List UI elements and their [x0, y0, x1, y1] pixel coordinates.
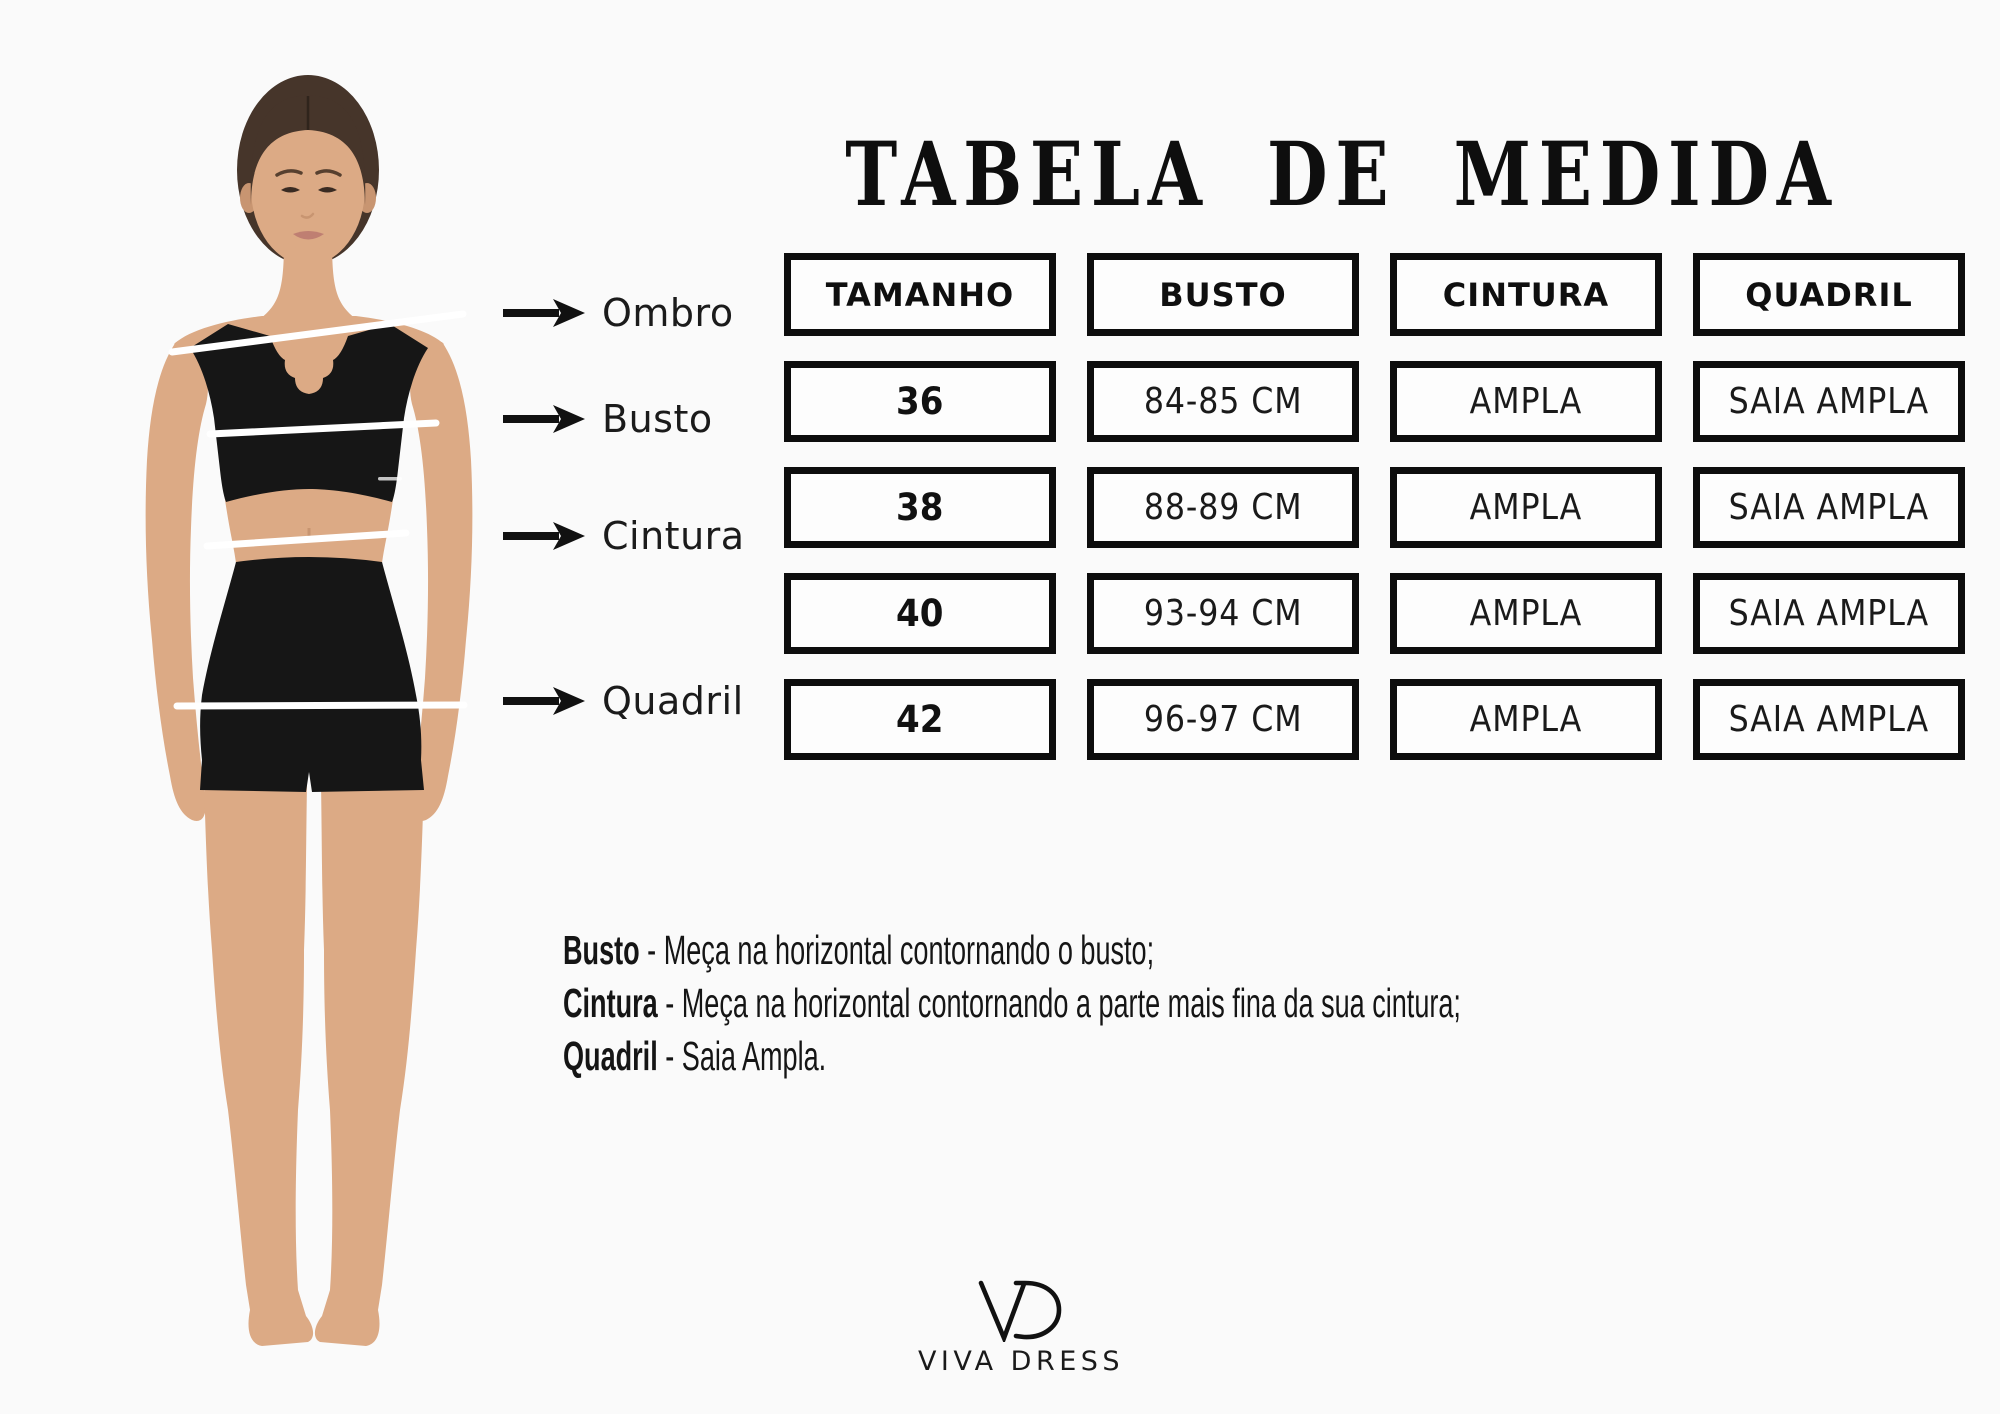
- label-cintura: Cintura: [602, 514, 745, 558]
- table-cell-waist: AMPLA: [1390, 679, 1662, 760]
- hip-line: [177, 705, 464, 706]
- brand-monogram-vd-icon: [976, 1280, 1066, 1342]
- table-cell-hip: SAIA AMPLA: [1693, 361, 1965, 442]
- annotation-cintura: [503, 514, 745, 558]
- table-cell-size: 42: [784, 679, 1056, 760]
- table-cell-waist: AMPLA: [1390, 361, 1662, 442]
- bra-brand-mark: [378, 477, 402, 481]
- column-header-busto: BUSTO: [1087, 253, 1359, 336]
- leg-left: [204, 780, 313, 1346]
- column-header-quadril: QUADRIL: [1693, 253, 1965, 336]
- note-cintura: Cintura - Meça na horizontal contornando a parte mais fina da sua cintura;: [563, 980, 1461, 1026]
- label-quadril: Quadril: [602, 679, 744, 723]
- arrow-right-icon: [503, 404, 585, 434]
- page-title: TABELA DE MEDIDA: [845, 122, 1839, 226]
- leg-right: [315, 780, 424, 1346]
- label-ombro: Ombro: [602, 291, 734, 335]
- arrow-right-icon: [503, 298, 585, 328]
- size-table: [784, 253, 1965, 760]
- arm-left: [146, 342, 208, 821]
- column-header-cintura: CINTURA: [1390, 253, 1662, 336]
- table-cell-waist: AMPLA: [1390, 467, 1662, 548]
- table-cell-hip: SAIA AMPLA: [1693, 679, 1965, 760]
- annotation-ombro: [503, 291, 734, 335]
- table-cell-hip: SAIA AMPLA: [1693, 467, 1965, 548]
- label-busto: Busto: [602, 397, 713, 441]
- measurement-notes: [563, 924, 1924, 1083]
- table-cell-bust: 96-97 CM: [1087, 679, 1359, 760]
- annotation-quadril: [503, 679, 744, 723]
- table-cell-size: 36: [784, 361, 1056, 442]
- table-cell-size: 38: [784, 467, 1056, 548]
- table-cell-waist: AMPLA: [1390, 573, 1662, 654]
- table-cell-bust: 88-89 CM: [1087, 467, 1359, 548]
- arrow-right-icon: [503, 686, 585, 716]
- note-quadril: Quadril - Saia Ampla.: [563, 1033, 827, 1079]
- table-cell-bust: 93-94 CM: [1087, 573, 1359, 654]
- annotation-busto: [503, 397, 713, 441]
- model-photo: [0, 0, 560, 1414]
- table-cell-hip: SAIA AMPLA: [1693, 573, 1965, 654]
- table-cell-size: 40: [784, 573, 1056, 654]
- shorts: [200, 557, 424, 792]
- column-header-tamanho: TAMANHO: [784, 253, 1056, 336]
- brand-name: VIVA DRESS: [917, 1346, 1125, 1377]
- table-cell-bust: 84-85 CM: [1087, 361, 1359, 442]
- note-busto: Busto - Meça na horizontal contornando o busto;: [563, 927, 1155, 973]
- arrow-right-icon: [503, 521, 585, 551]
